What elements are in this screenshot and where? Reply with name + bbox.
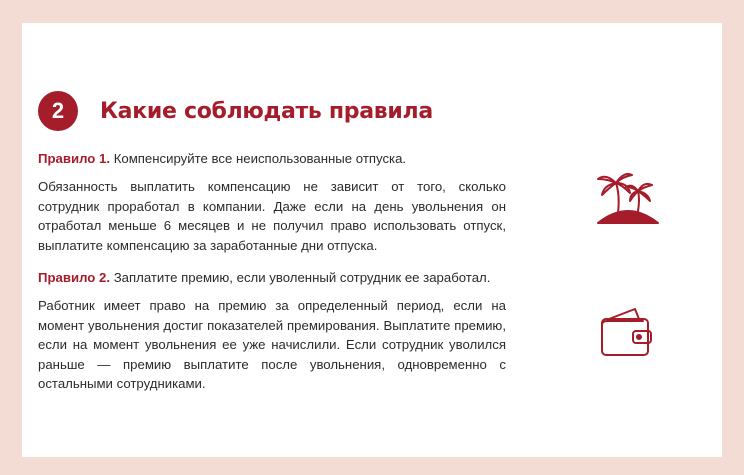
rule-2-heading bbox=[38, 269, 506, 287]
rule-1 bbox=[38, 150, 506, 255]
rule-2-summary: Заплатите премию, если уволенный сотрудник ее заработал. bbox=[113, 270, 491, 285]
rule-1-label: Правило 1. bbox=[38, 151, 111, 166]
section-title: Какие соблюдать правила bbox=[100, 98, 433, 124]
rule-1-text: Обязанность выплатить компенсацию не зависит от того, сколько сотрудник проработал в компании. Даже если на день увольнения он отработал меньше 6 месяцев и не получил право использовать отпуск, выплатите компенсацию за заработанные дни отпуска. bbox=[38, 179, 506, 253]
wallet-icon bbox=[599, 305, 655, 359]
palm-island-icon bbox=[596, 169, 660, 225]
rule-1-heading bbox=[38, 150, 506, 168]
section-number-badge: 2 bbox=[38, 91, 78, 131]
content-card bbox=[22, 23, 722, 457]
rule-1-summary: Компенсируйте все неиспользованные отпуска. bbox=[113, 151, 407, 166]
section-header bbox=[38, 91, 433, 131]
rule-2 bbox=[38, 269, 506, 394]
rule-2-text: Работник имеет право на премию за определенный период, если на момент увольнения достиг показателей премирования. Выплатите премию, если на момент увольнения ее уже начислили. Если сотрудник уволился раньше — премию выплатите после увольнения, одновременно с остальными сотрудниками. bbox=[38, 298, 506, 391]
rule-2-label: Правило 2. bbox=[38, 270, 111, 285]
